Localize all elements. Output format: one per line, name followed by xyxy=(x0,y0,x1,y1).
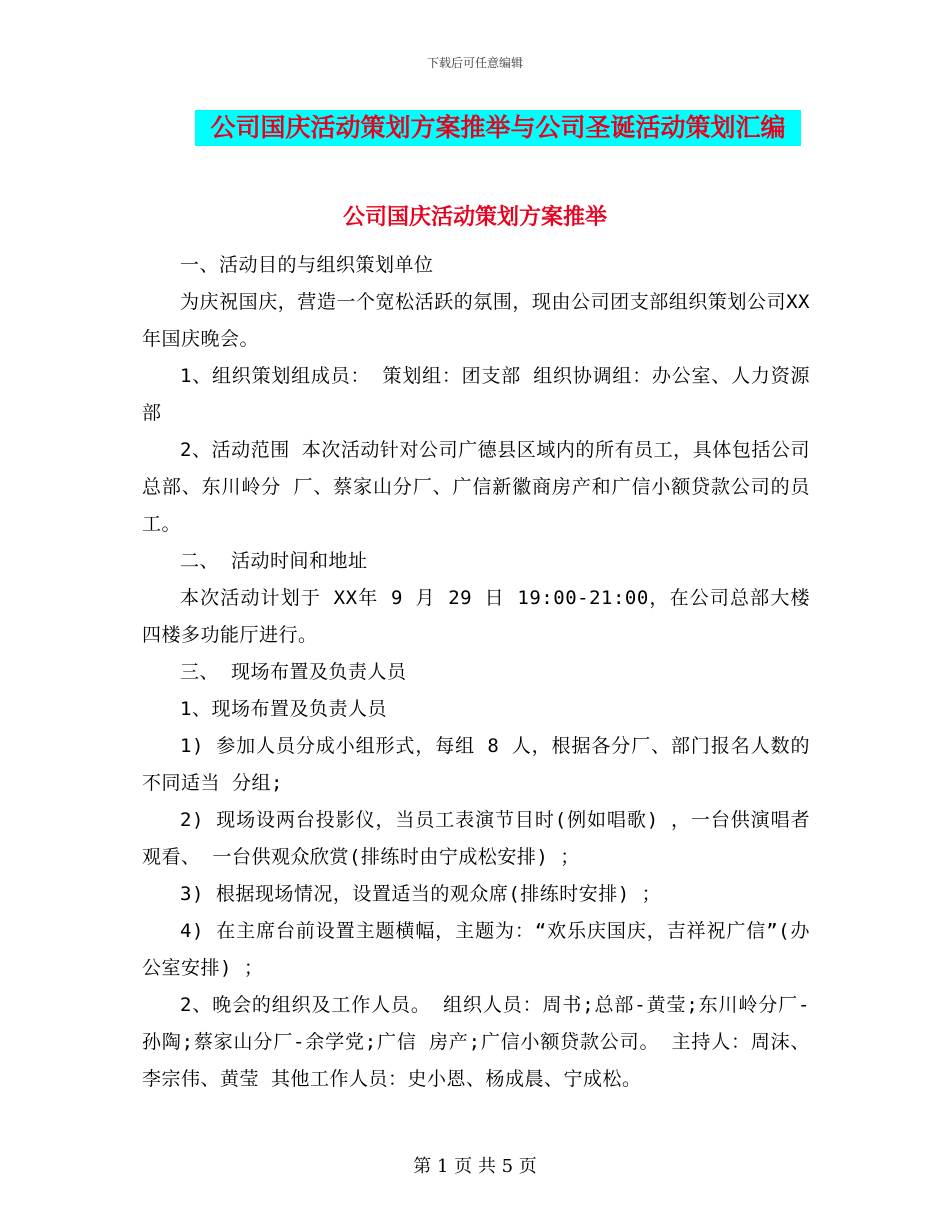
document-title: 公司国庆活动策划方案推举与公司圣诞活动策划汇编 xyxy=(195,110,801,146)
paragraph: 2) 现场设两台投影仪，当员工表演节目时(例如唱歌) ，一台供演唱者观看、 一台供观众欣赏(排练时由宁成松安排) ； xyxy=(142,809,810,868)
paragraph: 4) 在主席台前设置主题横幅，主题为：“欢乐庆国庆，吉祥祝广信”(办公室安排) ； xyxy=(142,920,810,979)
page-header-note: 下载后可任意编辑 xyxy=(426,56,523,70)
paragraph: 二、 活动时间和地址 xyxy=(180,550,368,572)
paragraph: 为庆祝国庆，营造一个宽松活跃的氛围，现由公司团支部组织策划公司XX 年国庆晚会。 xyxy=(142,291,810,350)
paragraph: 本次活动计划于 XX年 9 月 29 日 19:00-21:00，在公司总部大楼四楼多功能厅进行。 xyxy=(142,587,810,646)
paragraph: 2、晚会的组织及工作人员。 组织人员：周书;总部-黄莹;东川岭分厂-孙陶;蔡家山分厂-余学党;广信 房产;广信小额贷款公司。 主持人：周沫、李宗伟、黄莹 其他工作人员：史小恩、杨成晨、宁成松。 xyxy=(142,994,810,1090)
section-title: 公司国庆活动策划方案推举 xyxy=(342,204,607,230)
paragraph: 三、 现场布置及负责人员 xyxy=(180,661,407,683)
paragraph: 3) 根据现场情况，设置适当的观众席(排练时安排) ； xyxy=(180,883,662,905)
paragraph: 1、现场布置及负责人员 xyxy=(180,698,387,720)
paragraph: 1、组织策划组成员： 策划组：团支部 组织协调组：办公室、人力资源部 xyxy=(142,365,810,424)
document-body xyxy=(142,247,810,1098)
paragraph: 2、活动范围 本次活动针对公司广德县区域内的所有员工，具体包括公司总部、东川岭分 厂、蔡家山分厂、广信新徽商房产和广信小额贷款公司的员工。 xyxy=(142,439,810,535)
paragraph: 1) 参加人员分成小组形式，每组 8 人，根据各分厂、部门报名人数的不同适当 分组; xyxy=(142,735,810,794)
page-number: 第 1 页 共 5 页 xyxy=(413,1156,537,1177)
paragraph: 一、活动目的与组织策划单位 xyxy=(180,254,434,276)
